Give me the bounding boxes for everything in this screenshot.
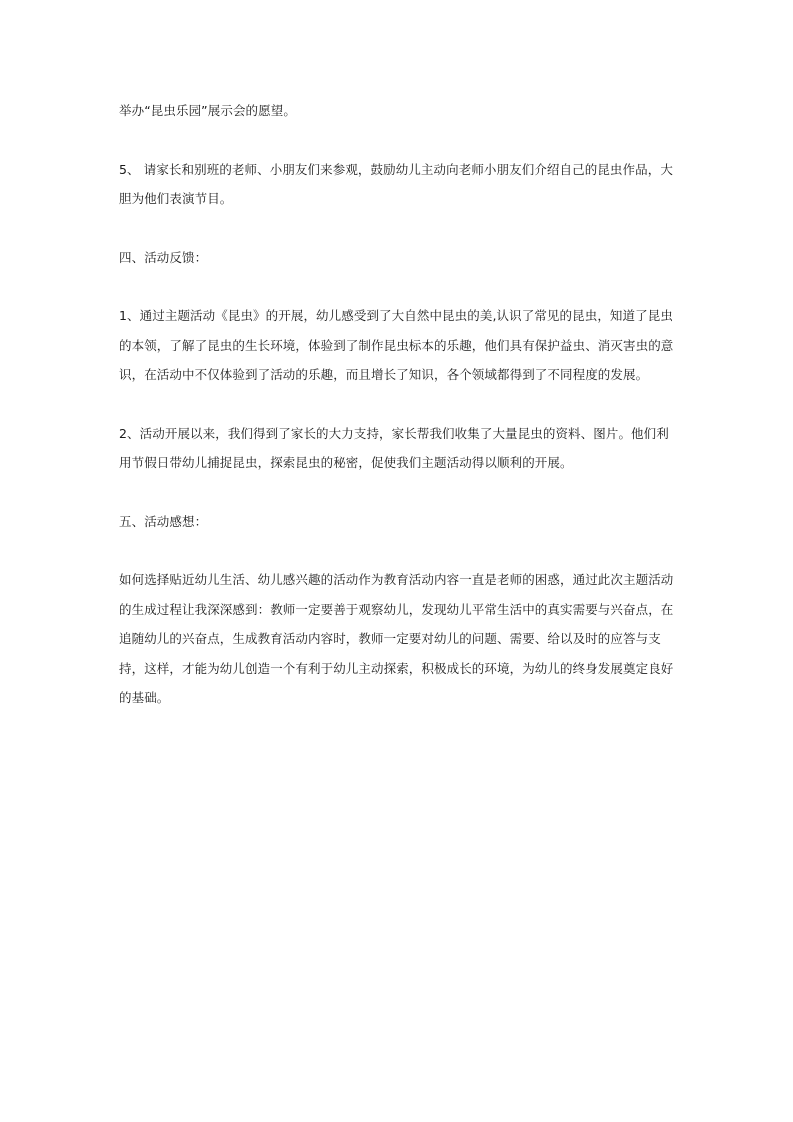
paragraph-item-5: 5、 请家长和别班的老师、小朋友们来参观，鼓励幼儿主动向老师小朋友们介绍自己的昆虫作品，大胆为他们表演节目。 [119, 161, 673, 206]
section-heading-reflection: 五、活动感想： [119, 513, 208, 529]
paragraph-exhibition-wish: 举办“昆虫乐园”展示会的愿望。 [119, 103, 296, 118]
paragraph-feedback-2: 2、活动开展以来，我们得到了家长的大力支持，家长帮我们收集了大量昆虫的资料、图片。他们利用节假日带幼儿捕捉昆虫，探索昆虫的秘密，促使我们主题活动得以顺利的开展。 [119, 425, 669, 470]
document-body [119, 96, 677, 742]
paragraph-feedback-1: 1、通过主题活动《昆虫》的开展，幼儿感受到了大自然中昆虫的美,认识了常见的昆虫，知道了昆虫的本领，了解了昆虫的生长环境，体验到了制作昆虫标本的乐趣，他们具有保护益虫、消灭害虫的意识，在活动中不仅体验到了活动的乐趣，而且增长了知识，各个领域都得到了不同程度的发展。 [119, 308, 674, 382]
paragraph-reflection: 如何选择贴近幼儿生活、幼儿感兴趣的活动作为教育活动内容一直是老师的困惑，通过此次主题活动的生成过程让我深深感到：教师一定要善于观察幼儿，发现幼儿平常生活中的真实需要与兴奋点，在追随幼儿的兴奋点，生成教育活动内容时，教师一定要对幼儿的问题、需要、给以及时的应答与支持，这样，才能为幼儿创造一个有利于幼儿主动探索，积极成长的环境，为幼儿的终身发展奠定良好的基础。 [119, 572, 674, 705]
section-heading-feedback: 四、活动反馈： [119, 249, 208, 265]
